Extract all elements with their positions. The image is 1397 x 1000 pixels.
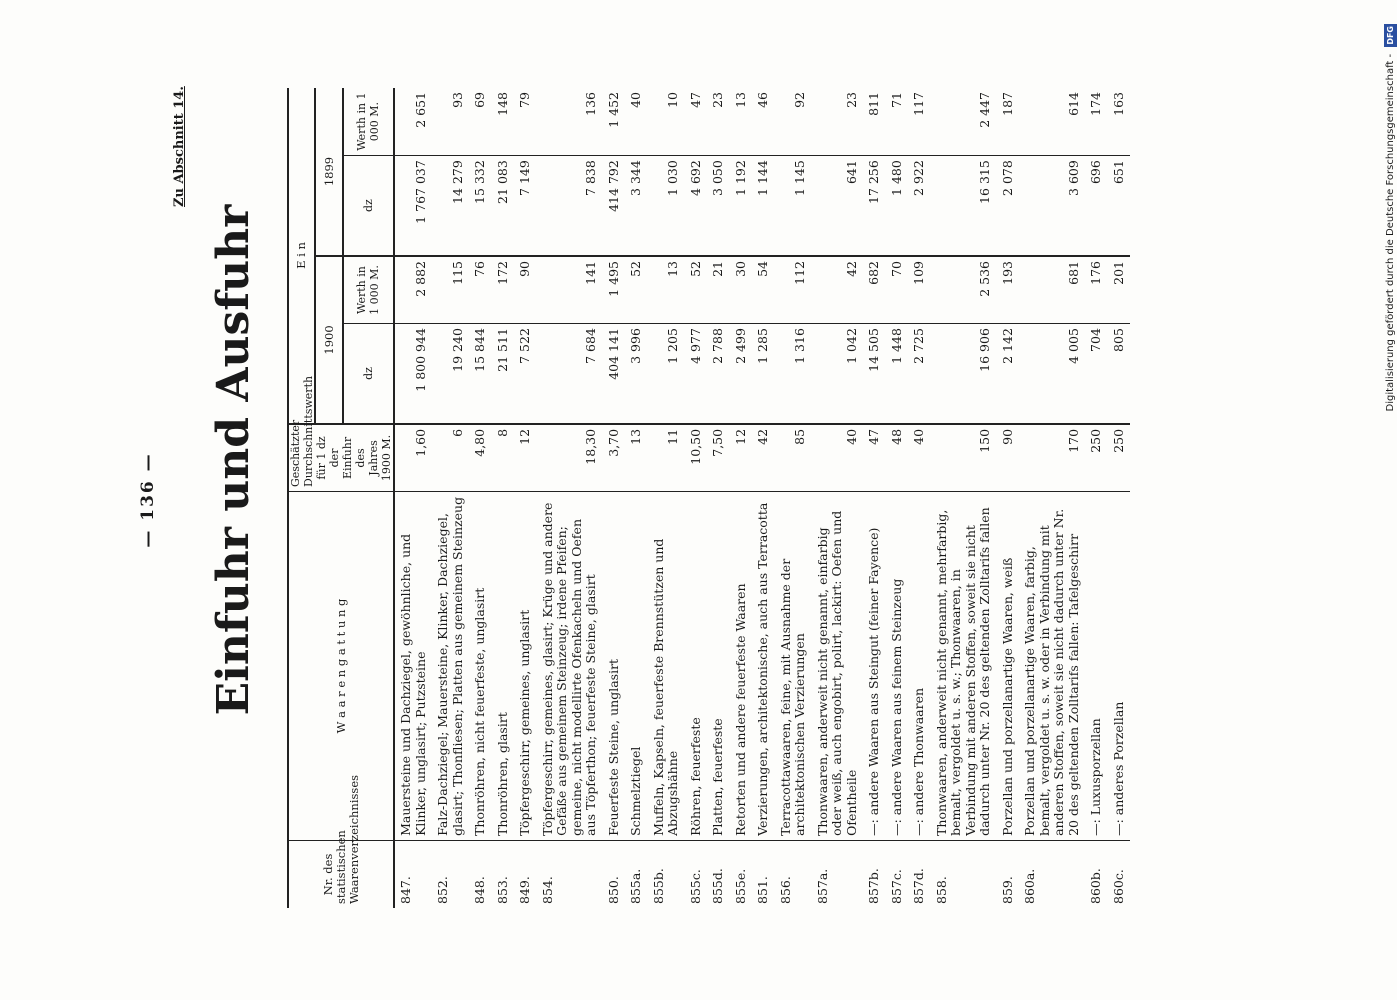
row-value-per-dz: 12 bbox=[514, 424, 537, 492]
row-werth-1899: 2 447 bbox=[931, 88, 997, 156]
table-row bbox=[908, 88, 931, 908]
row-werth-1899: 23 bbox=[707, 88, 730, 156]
table-row bbox=[775, 88, 812, 908]
row-dz-1900: 14 505 bbox=[863, 324, 886, 424]
row-werth-1899: 71 bbox=[886, 88, 909, 156]
row-value-per-dz: 8 bbox=[492, 424, 515, 492]
header-year-1899: 1899 bbox=[315, 88, 342, 256]
row-dz-1899: 641 bbox=[812, 156, 864, 256]
row-dz-1900: 704 bbox=[1085, 324, 1108, 424]
table-row bbox=[931, 88, 997, 908]
row-description: Falz-Dachziegel; Mauersteine, Klinker, Dachziegel, glasirt; Thonfliesen; Platten aus gemeinem Steinzeug bbox=[432, 492, 469, 841]
row-dz-1899: 3 609 bbox=[1019, 156, 1085, 256]
row-nr: 857a. bbox=[814, 868, 830, 904]
row-dz-1900: 2 788 bbox=[707, 324, 730, 424]
row-werth-1899: 2 651 bbox=[394, 88, 432, 156]
row-werth-1900: 115 bbox=[432, 256, 469, 324]
row-dz-1899: 414 792 bbox=[603, 156, 626, 256]
row-werth-1899: 148 bbox=[492, 88, 515, 156]
row-werth-1900: 30 bbox=[730, 256, 753, 324]
row-dz-1899: 2 078 bbox=[997, 156, 1020, 256]
row-werth-1900: 2 882 bbox=[394, 256, 432, 324]
table-row bbox=[625, 88, 648, 908]
row-dz-1899: 1 767 037 bbox=[394, 156, 432, 256]
row-description: Porzellan und porzellanartige Waaren, farbig, bemalt, vergoldet u. s. w. oder in Verbindung mit anderen Stoffen, soweit sie nicht dadurch unter Nr. 20 des geltenden Zolltarifs fallen: Tafelgeschirr bbox=[1019, 492, 1085, 841]
header-goods: W a a r e n g a t t u n g bbox=[288, 492, 394, 841]
row-dz-1899: 15 332 bbox=[469, 156, 492, 256]
header-value-per-dz: Geschätzter Durchschnittswerth für 1 dz der Einfuhr des Jahres 1900 M. bbox=[288, 424, 394, 492]
row-dz-1900: 805 bbox=[1108, 324, 1131, 424]
row-dz-1900: 1 800 944 bbox=[394, 324, 432, 424]
row-description: Thonröhren, nicht feuerfeste, unglasirt bbox=[469, 492, 492, 841]
row-value-per-dz: 4,80 bbox=[469, 424, 492, 492]
row-nr: 855c. bbox=[687, 869, 703, 904]
row-werth-1900: 201 bbox=[1108, 256, 1131, 324]
table-row bbox=[603, 88, 626, 908]
row-value-per-dz: 150 bbox=[931, 424, 997, 492]
row-description: Thonröhren, glasirt bbox=[492, 492, 515, 841]
digitization-text: Digitalisierung gefördert durch die Deutsche Forschungsgemeinschaft - bbox=[1385, 53, 1396, 412]
table-row bbox=[1085, 88, 1108, 908]
header-dz-1900: dz bbox=[343, 324, 394, 424]
row-werth-1900: 21 bbox=[707, 256, 730, 324]
row-werth-1899: 40 bbox=[625, 88, 648, 156]
row-nr: 853. bbox=[494, 876, 510, 904]
row-dz-1900: 1 316 bbox=[775, 324, 812, 424]
table-row bbox=[730, 88, 753, 908]
row-dz-1899: 17 256 bbox=[863, 156, 886, 256]
row-werth-1899: 47 bbox=[685, 88, 708, 156]
header-dz-1899: dz bbox=[343, 156, 394, 256]
row-nr: 855a. bbox=[628, 868, 643, 904]
row-nr: 858. bbox=[933, 876, 949, 904]
row-dz-1899: 1 192 bbox=[730, 156, 753, 256]
row-werth-1900: 54 bbox=[752, 256, 775, 324]
row-werth-1900: 112 bbox=[775, 256, 812, 324]
row-description: —: andere Waaren aus Steingut (feiner Fayence) bbox=[863, 492, 886, 841]
row-werth-1899: 174 bbox=[1085, 88, 1108, 156]
row-dz-1900: 19 240 bbox=[432, 324, 469, 424]
table-row bbox=[997, 88, 1020, 908]
row-nr: 854. bbox=[539, 876, 555, 904]
row-dz-1900: 21 511 bbox=[492, 324, 515, 424]
row-dz-1899: 1 480 bbox=[886, 156, 909, 256]
row-value-per-dz: 10,50 bbox=[685, 424, 708, 492]
row-werth-1900: 52 bbox=[685, 256, 708, 324]
row-description: Feuerfeste Steine, unglasirt bbox=[603, 492, 626, 841]
row-description: Thonwaaren, anderweit nicht genannt, einfarbig oder weiß, auch engobirt, polirt, lackirt: Oefen und Ofentheile bbox=[812, 492, 864, 841]
row-value-per-dz: 13 bbox=[625, 424, 648, 492]
row-dz-1900: 1 448 bbox=[886, 324, 909, 424]
row-dz-1899: 21 083 bbox=[492, 156, 515, 256]
table-row bbox=[492, 88, 515, 908]
table-row bbox=[514, 88, 537, 908]
row-werth-1900: 193 bbox=[997, 256, 1020, 324]
row-nr: 860b. bbox=[1088, 868, 1103, 904]
row-value-per-dz: 85 bbox=[775, 424, 812, 492]
header-nr: Nr. des statistischen Waarenverzeichnisses bbox=[288, 840, 394, 908]
row-werth-1899: 69 bbox=[469, 88, 492, 156]
row-description: —: anderes Porzellan bbox=[1108, 492, 1131, 841]
row-value-per-dz: 42 bbox=[752, 424, 775, 492]
table-row bbox=[707, 88, 730, 908]
row-werth-1899: 136 bbox=[537, 88, 603, 156]
row-dz-1900: 7 522 bbox=[514, 324, 537, 424]
row-dz-1899: 1 145 bbox=[775, 156, 812, 256]
page-title: Einfuhr und Ausfuhr bbox=[208, 204, 259, 716]
row-werth-1900: 176 bbox=[1085, 256, 1108, 324]
table-row bbox=[685, 88, 708, 908]
row-dz-1900: 404 141 bbox=[603, 324, 626, 424]
table-row bbox=[1108, 88, 1131, 908]
row-werth-1900: 172 bbox=[492, 256, 515, 324]
row-value-per-dz: 250 bbox=[1108, 424, 1131, 492]
row-nr: 859. bbox=[999, 876, 1015, 904]
row-werth-1900: 109 bbox=[908, 256, 931, 324]
row-werth-1900: 90 bbox=[514, 256, 537, 324]
statistics-table bbox=[287, 88, 1130, 908]
row-description: Töpfergeschirr, gemeines, glasirt; Krüge und andere Gefäße aus gemeinem Steinzeug; irdene Pfeifen; gemeine, nicht modellirte Ofenkacheln und Oefen aus Töpferthon; feuerfeste Steine, glasirt bbox=[537, 492, 603, 841]
row-nr: 857c. bbox=[888, 869, 904, 904]
row-dz-1900: 16 906 bbox=[931, 324, 997, 424]
row-dz-1899: 696 bbox=[1085, 156, 1108, 256]
row-dz-1900: 3 996 bbox=[625, 324, 648, 424]
row-nr: 849. bbox=[517, 876, 532, 904]
row-dz-1899: 4 692 bbox=[685, 156, 708, 256]
header-import-group: E i n bbox=[288, 88, 315, 424]
row-value-per-dz: 12 bbox=[730, 424, 753, 492]
row-werth-1900: 681 bbox=[1019, 256, 1085, 324]
row-werth-1900: 141 bbox=[537, 256, 603, 324]
row-nr: 857b. bbox=[866, 868, 881, 904]
row-werth-1899: 117 bbox=[908, 88, 931, 156]
row-dz-1900: 2 142 bbox=[997, 324, 1020, 424]
row-value-per-dz: 40 bbox=[812, 424, 864, 492]
row-nr: 847. bbox=[398, 876, 413, 904]
row-nr: 850. bbox=[605, 876, 621, 904]
row-dz-1899: 2 922 bbox=[908, 156, 931, 256]
row-description: —: Luxusporzellan bbox=[1085, 492, 1108, 841]
row-werth-1900: 76 bbox=[469, 256, 492, 324]
row-value-per-dz: 6 bbox=[432, 424, 469, 492]
row-werth-1899: 79 bbox=[514, 88, 537, 156]
row-value-per-dz: 3,70 bbox=[603, 424, 626, 492]
row-nr: 856. bbox=[777, 876, 793, 904]
section-reference: Zu Abschnitt 14. bbox=[172, 86, 187, 207]
row-werth-1899: 10 bbox=[648, 88, 685, 156]
row-description: Thonwaaren, anderweit nicht genannt, mehrfarbig, bemalt, vergoldet u. s. w.; Thonwaaren, in Verbindung mit anderen Stoffen, soweit sie nicht dadurch unter Nr. 20 des geltenden Zolltarifs fallen bbox=[931, 492, 997, 841]
row-dz-1899: 1 144 bbox=[752, 156, 775, 256]
row-dz-1900: 4 977 bbox=[685, 324, 708, 424]
row-value-per-dz: 47 bbox=[863, 424, 886, 492]
row-werth-1899: 187 bbox=[997, 88, 1020, 156]
row-description: Retorten und andere feuerfeste Waaren bbox=[730, 492, 753, 841]
digitization-note bbox=[1384, 0, 1397, 1000]
row-werth-1900: 682 bbox=[863, 256, 886, 324]
row-description: Verzierungen, architektonische, auch aus Terracotta bbox=[752, 492, 775, 841]
row-dz-1899: 16 315 bbox=[931, 156, 997, 256]
row-dz-1899: 651 bbox=[1108, 156, 1131, 256]
row-werth-1900: 42 bbox=[812, 256, 864, 324]
header-werth-1899: Werth in 1 000 M. bbox=[343, 88, 394, 156]
row-description: Porzellan und porzellanartige Waaren, weiß bbox=[997, 492, 1020, 841]
row-werth-1900: 2 536 bbox=[931, 256, 997, 324]
row-nr: 852. bbox=[435, 876, 450, 904]
table-body bbox=[394, 88, 1130, 908]
row-nr: 855b. bbox=[650, 868, 666, 904]
table-row bbox=[863, 88, 886, 908]
table-row bbox=[886, 88, 909, 908]
table-row bbox=[537, 88, 603, 908]
row-dz-1899: 3 050 bbox=[707, 156, 730, 256]
row-value-per-dz: 7,50 bbox=[707, 424, 730, 492]
row-description: —: andere Thonwaaren bbox=[908, 492, 931, 841]
table-row bbox=[812, 88, 864, 908]
row-dz-1899: 7 149 bbox=[514, 156, 537, 256]
row-werth-1900: 52 bbox=[625, 256, 648, 324]
row-dz-1900: 4 005 bbox=[1019, 324, 1085, 424]
row-werth-1900: 1 495 bbox=[603, 256, 626, 324]
row-value-per-dz: 170 bbox=[1019, 424, 1085, 492]
row-werth-1899: 614 bbox=[1019, 88, 1085, 156]
row-value-per-dz: 90 bbox=[997, 424, 1020, 492]
row-werth-1899: 811 bbox=[863, 88, 886, 156]
row-value-per-dz: 48 bbox=[886, 424, 909, 492]
row-werth-1900: 70 bbox=[886, 256, 909, 324]
row-dz-1900: 1 205 bbox=[648, 324, 685, 424]
row-dz-1900: 7 684 bbox=[537, 324, 603, 424]
row-werth-1899: 46 bbox=[752, 88, 775, 156]
row-dz-1899: 3 344 bbox=[625, 156, 648, 256]
dfg-logo: DFG bbox=[1386, 26, 1395, 45]
table-row bbox=[752, 88, 775, 908]
row-dz-1899: 1 030 bbox=[648, 156, 685, 256]
row-werth-1899: 163 bbox=[1108, 88, 1131, 156]
row-dz-1900: 1 285 bbox=[752, 324, 775, 424]
row-description: Töpfergeschirr, gemeines, unglasirt bbox=[514, 492, 537, 841]
row-dz-1899: 7 838 bbox=[537, 156, 603, 256]
row-description: —: andere Waaren aus feinem Steinzeug bbox=[886, 492, 909, 841]
row-werth-1899: 1 452 bbox=[603, 88, 626, 156]
row-value-per-dz: 11 bbox=[648, 424, 685, 492]
page-number: — 136 — bbox=[138, 452, 158, 548]
row-werth-1900: 13 bbox=[648, 256, 685, 324]
row-nr: 848. bbox=[472, 876, 487, 904]
row-description: Platten, feuerfeste bbox=[707, 492, 730, 841]
row-description: Terracottawaaren, feine, mit Ausnahme der architektonischen Verzierungen bbox=[775, 492, 812, 841]
row-description: Mauersteine und Dachziegel, gewöhnliche, und Klinker, unglasirt; Putzsteine bbox=[394, 492, 432, 841]
row-dz-1899: 14 279 bbox=[432, 156, 469, 256]
table-row bbox=[394, 88, 432, 908]
table-row bbox=[1019, 88, 1085, 908]
row-werth-1899: 23 bbox=[812, 88, 864, 156]
row-werth-1899: 13 bbox=[730, 88, 753, 156]
row-description: Röhren, feuerfeste bbox=[685, 492, 708, 841]
row-nr: 851. bbox=[755, 876, 770, 904]
row-dz-1900: 2 499 bbox=[730, 324, 753, 424]
row-value-per-dz: 18,30 bbox=[537, 424, 603, 492]
row-nr: 857d. bbox=[911, 868, 926, 904]
row-werth-1899: 92 bbox=[775, 88, 812, 156]
row-nr: 855e. bbox=[732, 868, 748, 904]
row-description: Schmelztiegel bbox=[625, 492, 648, 841]
table-row bbox=[648, 88, 685, 908]
row-description: Muffeln, Kapseln, feuerfeste Brennstützen und Abzugshähne bbox=[648, 492, 685, 841]
row-value-per-dz: 250 bbox=[1085, 424, 1108, 492]
row-nr: 855d. bbox=[710, 868, 725, 904]
table-row bbox=[432, 88, 469, 908]
row-nr: 860a. bbox=[1022, 868, 1037, 904]
row-werth-1899: 93 bbox=[432, 88, 469, 156]
header-year-1900: 1900 bbox=[315, 256, 342, 424]
row-nr: 860c. bbox=[1110, 869, 1126, 904]
table-row bbox=[469, 88, 492, 908]
header-werth-1900: Werth in 1 000 M. bbox=[343, 256, 394, 324]
row-value-per-dz: 1,60 bbox=[394, 424, 432, 492]
row-dz-1900: 15 844 bbox=[469, 324, 492, 424]
row-dz-1900: 2 725 bbox=[908, 324, 931, 424]
row-dz-1900: 1 042 bbox=[812, 324, 864, 424]
row-value-per-dz: 40 bbox=[908, 424, 931, 492]
